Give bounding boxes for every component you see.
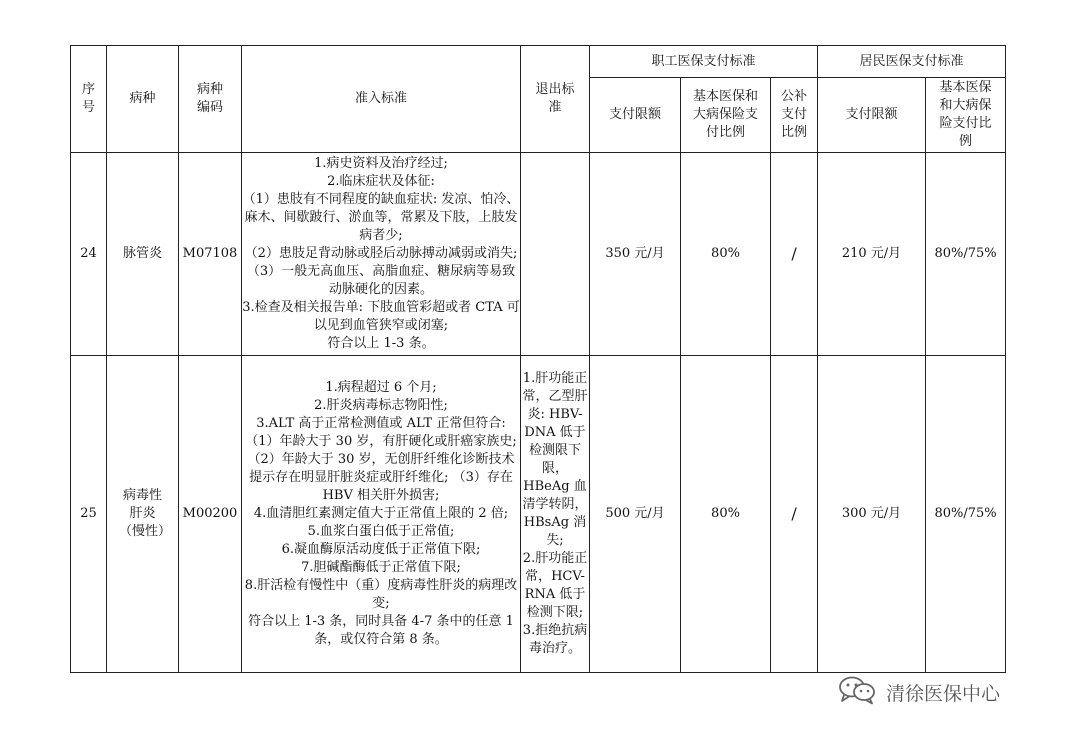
criteria-line: 2.临床症状及体征: xyxy=(327,174,435,189)
row-emp-subsidy: / xyxy=(771,153,818,356)
row-code: M07108 xyxy=(179,153,242,356)
header-seq: 序号 xyxy=(71,46,107,153)
row-seq: 24 xyxy=(71,153,107,356)
criteria-line: 6.凝血酶原活动度低于正常值下限; xyxy=(281,542,481,557)
criteria-line: 3.检查及相关报告单: 下肢血管彩超或者 CTA 可以见到血管狭窄或闭塞; xyxy=(242,300,520,333)
watermark xyxy=(838,676,1000,708)
table-row xyxy=(71,356,1006,673)
row-emp-ratio: 80% xyxy=(681,153,771,356)
row-res-ratio: 80%/75% xyxy=(926,153,1006,356)
criteria-line: 1.病史资料及治疗经过; xyxy=(314,156,448,171)
header-exit: 退出标准 xyxy=(521,46,590,153)
exit-line: 3.拒绝抗病毒治疗。 xyxy=(522,623,588,656)
row-exit xyxy=(521,356,590,673)
criteria-line: （3）一般无高血压、高脂血症、糖尿病等易致动脉硬化的因素。 xyxy=(246,264,516,297)
insurance-standards-table xyxy=(70,45,1006,673)
header-emp-ratio: 基本医保和大病保险支付比例 xyxy=(681,78,771,153)
exit-line: 1.肝功能正常，乙型肝炎: HBV-DNA 低于检测限下限，HBeAg 血清学转阴，HBsAg 消失; xyxy=(522,371,588,548)
criteria-line: 1.病程超过 6 个月; xyxy=(325,380,437,395)
header-employee-group: 职工医保支付标准 xyxy=(590,46,818,78)
exit-line: 2.肝功能正常，HCV-RNA 低于检测下限; xyxy=(522,551,588,620)
header-emp-limit: 支付限额 xyxy=(590,78,681,153)
header-admission: 准入标准 xyxy=(242,46,521,153)
watermark-text: 清徐医保中心 xyxy=(886,682,1001,705)
criteria-line: （2）患肢足背动脉或胫后动脉搏动减弱或消失; xyxy=(244,246,518,261)
row-criteria xyxy=(242,153,521,356)
row-criteria xyxy=(242,356,521,673)
row-disease: 脉管炎 xyxy=(107,153,179,356)
row-res-limit: 300 元/月 xyxy=(818,356,926,673)
row-emp-limit: 500 元/月 xyxy=(590,356,681,673)
row-code: M00200 xyxy=(179,356,242,673)
criteria-line: 符合以上 1-3 条。 xyxy=(327,336,435,351)
criteria-line: 4.血清胆红素测定值大于正常值上限的 2 倍; xyxy=(253,506,509,521)
criteria-line: 7.胆碱酯酶低于正常值下限; xyxy=(301,560,461,575)
criteria-line: 符合以上 1-3 条，同时具备 4-7 条中的任意 1 条，或仅符合第 8 条。 xyxy=(248,614,519,647)
criteria-line: （1）患肢有不同程度的缺血症状: 发凉、怕冷、麻木、间歇跛行、淤血等，常累及下肢，上肢发病者少; xyxy=(242,192,520,243)
header-res-limit: 支付限额 xyxy=(818,78,926,153)
row-emp-ratio: 80% xyxy=(681,356,771,673)
header-res-ratio: 基本医保和大病保险支付比例 xyxy=(926,78,1006,153)
criteria-line: 5.血浆白蛋白低于正常值; xyxy=(307,524,455,539)
row-emp-limit: 350 元/月 xyxy=(590,153,681,356)
row-disease: 病毒性肝炎（慢性） xyxy=(107,356,179,673)
wechat-icon xyxy=(838,675,878,710)
header-disease: 病种 xyxy=(107,46,179,153)
table-row xyxy=(71,153,1006,356)
row-emp-subsidy: / xyxy=(771,356,818,673)
header-code: 病种编码 xyxy=(179,46,242,153)
header-emp-subsidy: 公补支付比例 xyxy=(771,78,818,153)
criteria-line: 2.肝炎病毒标志物阳性; xyxy=(314,398,448,413)
row-res-ratio: 80%/75% xyxy=(926,356,1006,673)
header-resident-group: 居民医保支付标准 xyxy=(818,46,1006,78)
row-seq: 25 xyxy=(71,356,107,673)
criteria-line: 8.肝活检有慢性中（重）度病毒性肝炎的病理改变; xyxy=(244,578,518,611)
row-res-limit: 210 元/月 xyxy=(818,153,926,356)
row-exit xyxy=(521,153,590,356)
criteria-line: 3.ALT 高于正常检测值或 ALT 正常但符合: （1）年龄大于 30 岁，有肝硬化或肝癌家族史; （2）年龄大于 30 岁，无创肝纤维化诊断技术提示存在明显肝脏炎症或肝纤维化; （3）存在 HBV 相关肝外损害; xyxy=(245,416,521,503)
